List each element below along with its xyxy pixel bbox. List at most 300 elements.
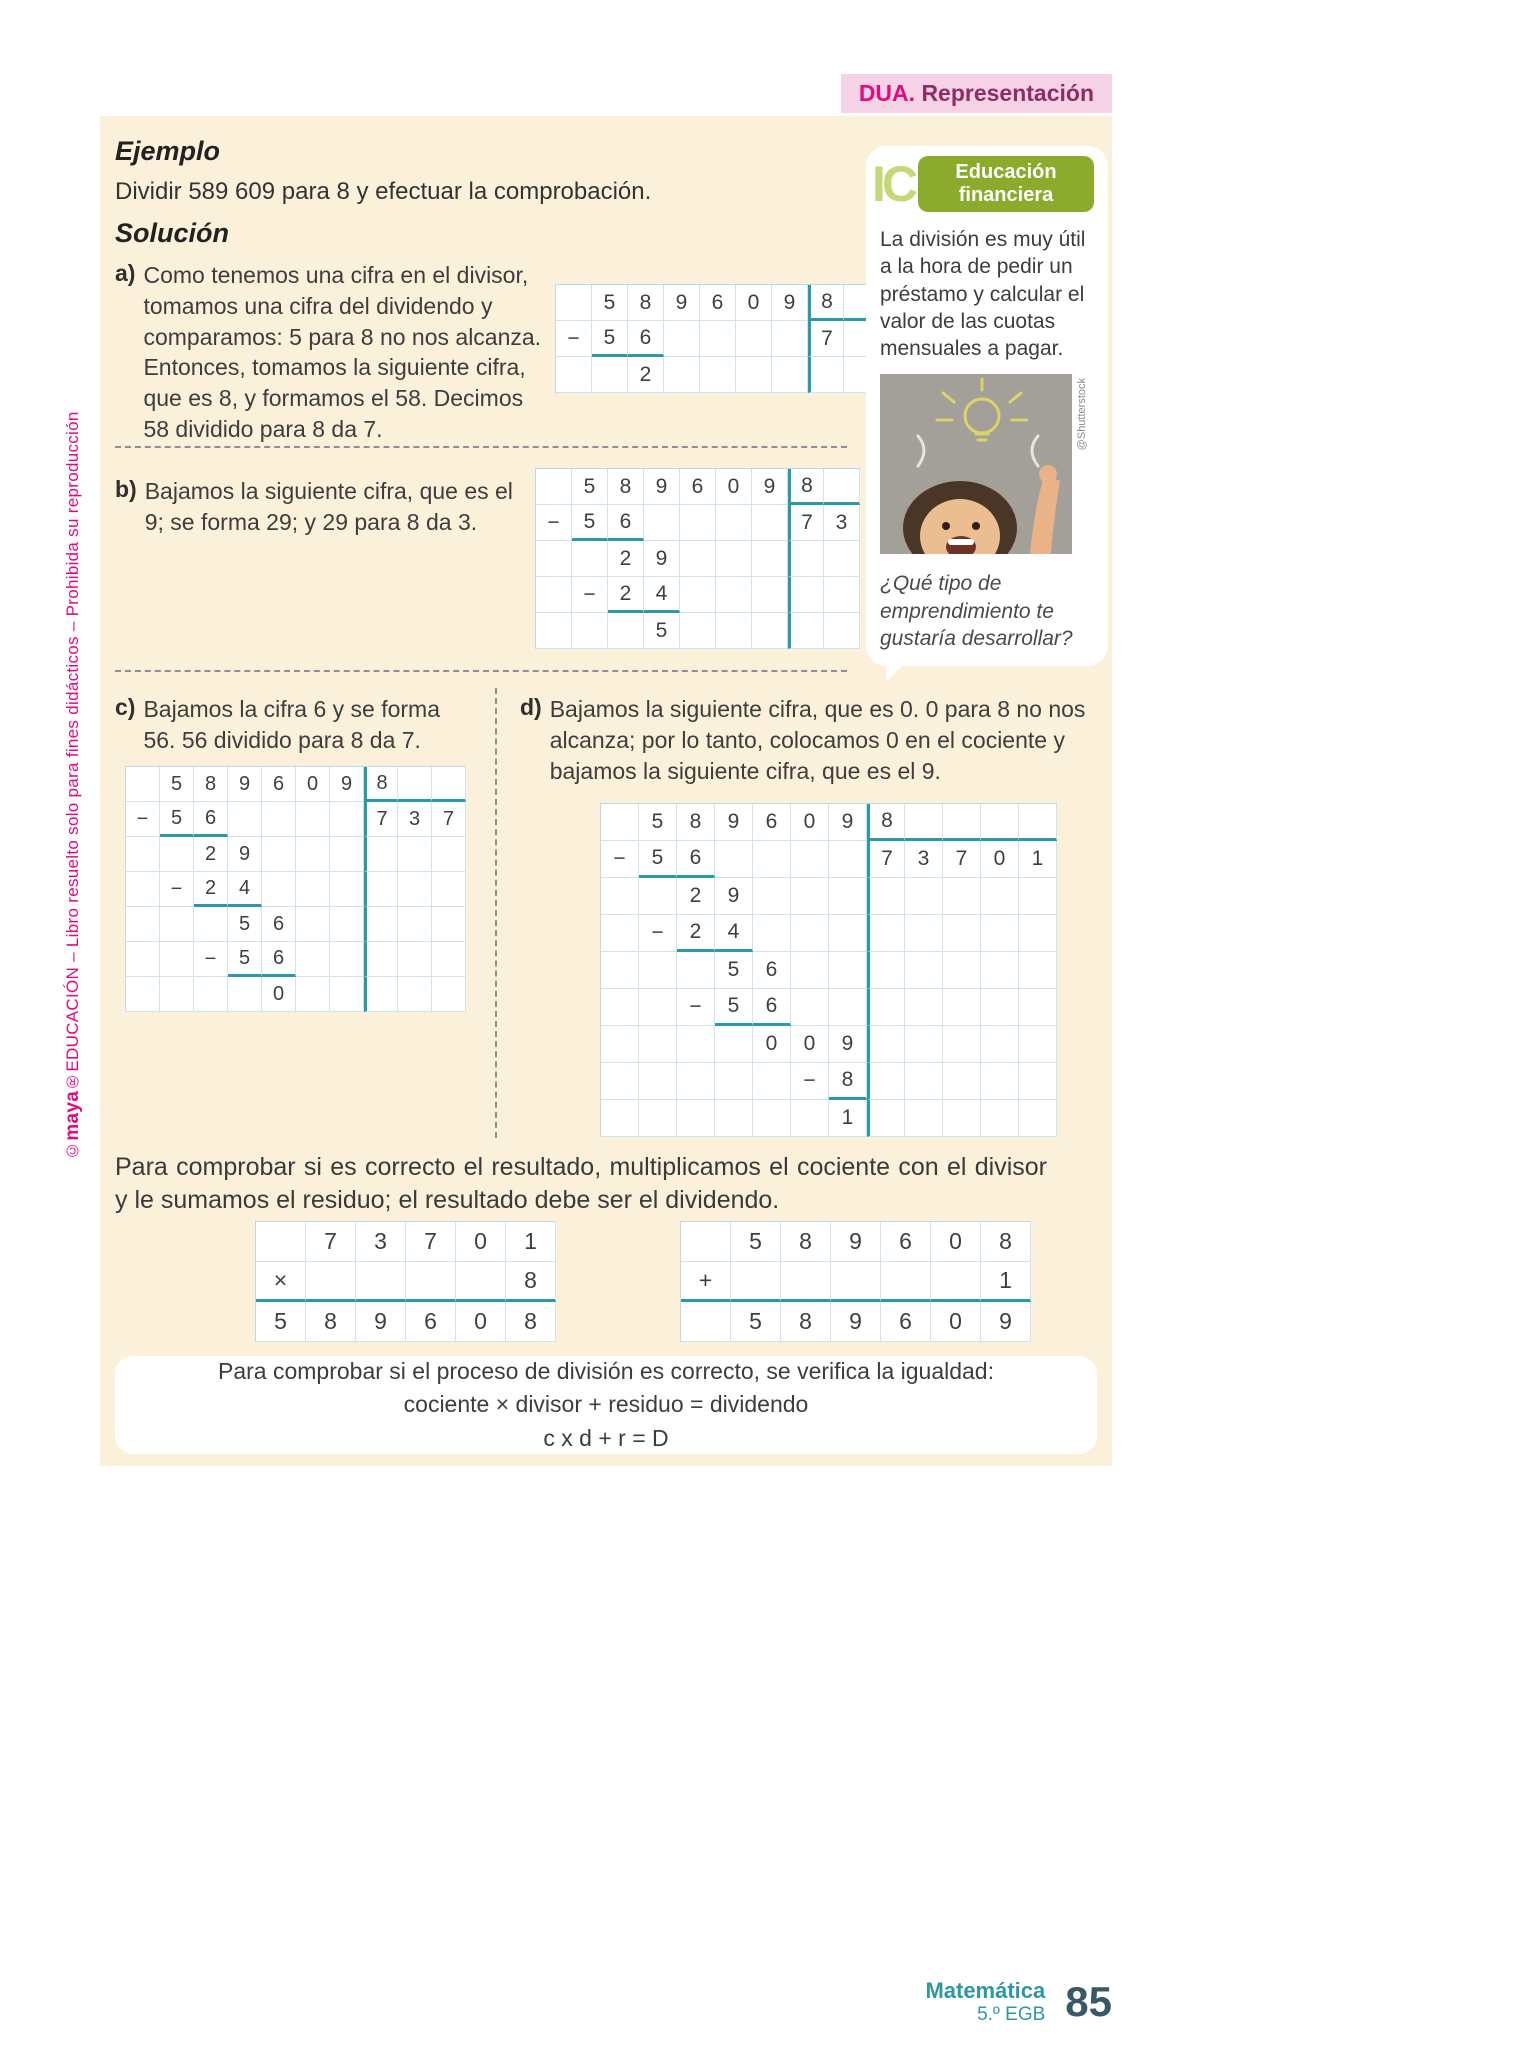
grid-cell	[829, 915, 867, 952]
grid-cell	[808, 357, 844, 393]
grid-cell: 9	[715, 878, 753, 915]
grid-cell: 4	[715, 915, 753, 952]
grid-cell	[160, 977, 194, 1012]
sidebar-question: ¿Qué tipo de emprendimiento te gustaría desarrollar?	[880, 572, 1073, 651]
grid-cell	[592, 357, 628, 393]
grid-cell: 4	[644, 577, 680, 613]
grid-cell: −	[536, 505, 572, 541]
grid-cell	[126, 872, 160, 907]
grid-row	[556, 357, 880, 393]
grid-row	[601, 1063, 1057, 1100]
grid-cell	[677, 1100, 715, 1137]
grid-cell: 5	[639, 804, 677, 841]
grid-cell	[731, 1262, 781, 1302]
grid-cell: 9	[829, 1026, 867, 1063]
grid-cell: 8	[867, 804, 905, 841]
grid-cell: 2	[194, 872, 228, 907]
grid-cell	[736, 321, 772, 357]
grid-cell: ×	[256, 1262, 306, 1302]
grid-cell	[788, 541, 824, 577]
grid-cell	[364, 977, 398, 1012]
grid-row	[601, 841, 1057, 878]
grid-cell: 9	[772, 285, 808, 321]
grid-cell	[943, 915, 981, 952]
grid-cell: −	[126, 802, 160, 837]
grid-cell	[752, 505, 788, 541]
grid-row	[256, 1222, 556, 1262]
grid-cell	[398, 837, 432, 872]
grid-cell: 7	[867, 841, 905, 878]
grid-cell	[716, 613, 752, 649]
speech-bubble-tail	[886, 664, 904, 682]
grid-cell	[262, 872, 296, 907]
grid-cell	[736, 357, 772, 393]
grid-row	[556, 285, 880, 321]
grid-cell: 9	[664, 285, 700, 321]
grid-cell	[639, 989, 677, 1026]
grid-cell: 8	[788, 469, 824, 505]
grid-cell	[364, 872, 398, 907]
grid-row	[126, 872, 466, 907]
grid-cell: 8	[506, 1262, 556, 1302]
grid-row	[681, 1302, 1031, 1342]
grid-cell: 1	[981, 1262, 1031, 1302]
step-b-label: b)	[115, 476, 137, 502]
grid-cell	[1019, 1100, 1057, 1137]
grid-row	[256, 1302, 556, 1342]
grid-row	[601, 1100, 1057, 1137]
grid-cell: 0	[931, 1222, 981, 1262]
grid-cell	[556, 285, 592, 321]
dashed-separator-2	[115, 670, 847, 672]
grid-cell	[791, 989, 829, 1026]
grid-cell	[943, 1026, 981, 1063]
grid-cell	[931, 1262, 981, 1302]
grid-cell	[867, 952, 905, 989]
dua-representation-badge	[841, 74, 1112, 113]
grid-cell: 8	[781, 1302, 831, 1342]
grid-cell	[943, 952, 981, 989]
grid-cell: 1	[506, 1222, 556, 1262]
grid-cell	[700, 357, 736, 393]
grid-cell: −	[601, 841, 639, 878]
grid-cell: 6	[262, 767, 296, 802]
grid-cell	[700, 321, 736, 357]
grid-cell	[829, 878, 867, 915]
grid-cell	[981, 989, 1019, 1026]
grid-row	[126, 942, 466, 977]
grid-cell: 5	[572, 505, 608, 541]
grid-row	[256, 1262, 556, 1302]
grid-cell	[753, 878, 791, 915]
sidebar-paragraph: La división es muy útil a la hora de pedir un préstamo y calcular el valor de las cuotas mensuales a pagar.	[880, 228, 1086, 361]
step-d	[520, 694, 1095, 786]
grid-cell: 0	[791, 804, 829, 841]
grid-cell	[639, 1063, 677, 1100]
grid-cell: 7	[406, 1222, 456, 1262]
grid-cell: 5	[228, 942, 262, 977]
grid-row	[601, 804, 1057, 841]
grid-cell	[1019, 878, 1057, 915]
grid-cell	[296, 942, 330, 977]
grid-cell	[905, 989, 943, 1026]
division-grid-step-b	[535, 468, 860, 649]
grid-cell	[905, 1063, 943, 1100]
grid-cell	[753, 1100, 791, 1137]
grid-row	[601, 952, 1057, 989]
grid-cell: 3	[356, 1222, 406, 1262]
grid-cell	[905, 804, 943, 841]
grid-cell: 8	[628, 285, 664, 321]
grid-cell	[601, 915, 639, 952]
grid-cell	[867, 878, 905, 915]
grid-cell	[556, 357, 592, 393]
grid-cell	[1019, 1063, 1057, 1100]
verification-rule-box	[115, 1356, 1097, 1454]
grid-cell: 5	[731, 1302, 781, 1342]
grid-cell: 6	[753, 804, 791, 841]
grid-cell	[1019, 915, 1057, 952]
grid-row	[126, 767, 466, 802]
grid-cell	[572, 541, 608, 577]
grid-cell	[715, 1100, 753, 1137]
grid-cell: 6	[262, 907, 296, 942]
grid-cell	[228, 802, 262, 837]
grid-cell	[981, 915, 1019, 952]
grid-cell: 6	[262, 942, 296, 977]
grid-cell	[772, 321, 808, 357]
badge-line-2: financiera	[958, 184, 1054, 206]
grid-cell	[681, 1222, 731, 1262]
grid-cell: 8	[306, 1302, 356, 1342]
grid-cell	[791, 841, 829, 878]
grid-cell	[296, 802, 330, 837]
grid-cell: 0	[753, 1026, 791, 1063]
grid-cell	[296, 977, 330, 1012]
grid-cell	[680, 613, 716, 649]
grid-cell: 4	[228, 872, 262, 907]
grid-cell: 1	[829, 1100, 867, 1137]
grid-cell	[572, 613, 608, 649]
grid-cell	[791, 878, 829, 915]
grid-row	[536, 505, 860, 541]
division-grid-step-a	[555, 284, 880, 393]
grid-cell: 2	[194, 837, 228, 872]
grid-cell	[752, 577, 788, 613]
grid-cell	[677, 1026, 715, 1063]
grid-cell	[829, 841, 867, 878]
grid-cell	[262, 802, 296, 837]
grid-cell: 9	[228, 837, 262, 872]
grid-row	[601, 915, 1057, 952]
grid-cell: 6	[680, 469, 716, 505]
grid-cell	[536, 541, 572, 577]
grid-cell	[398, 942, 432, 977]
grid-cell	[905, 878, 943, 915]
grid-cell	[126, 977, 160, 1012]
grid-cell	[829, 989, 867, 1026]
grid-cell	[644, 505, 680, 541]
grid-cell: 0	[736, 285, 772, 321]
grid-cell	[330, 837, 364, 872]
footer-grade: 5.º EGB	[977, 2004, 1046, 2025]
example-statement: Dividir 589 609 para 8 y efectuar la comprobación.	[115, 178, 652, 205]
grid-cell	[752, 541, 788, 577]
grid-cell	[398, 907, 432, 942]
grid-cell	[981, 878, 1019, 915]
grid-cell	[905, 915, 943, 952]
grid-cell	[943, 878, 981, 915]
grid-cell	[664, 357, 700, 393]
educacion-financiera-badge	[918, 156, 1094, 212]
grid-cell: 8	[608, 469, 644, 505]
grid-cell: 3	[398, 802, 432, 837]
grid-cell: −	[160, 872, 194, 907]
solution-heading: Solución	[115, 218, 229, 248]
dashed-separator-1	[115, 446, 847, 448]
grid-cell	[829, 952, 867, 989]
grid-cell: 0	[981, 841, 1019, 878]
grid-cell	[608, 613, 644, 649]
grid-cell	[601, 952, 639, 989]
grid-cell	[680, 505, 716, 541]
dashed-divider-cd	[495, 688, 497, 1138]
step-c-text: Bajamos la cifra 6 y se forma 56. 56 dividido para 8 da 7.	[143, 696, 441, 753]
grid-cell	[905, 1100, 943, 1137]
grid-cell	[1019, 989, 1057, 1026]
grid-cell	[824, 541, 860, 577]
grid-cell: 6	[753, 952, 791, 989]
grid-cell: −	[194, 942, 228, 977]
grid-cell	[126, 942, 160, 977]
grid-cell: 9	[228, 767, 262, 802]
grid-cell: 7	[808, 321, 844, 357]
grid-cell	[772, 357, 808, 393]
grid-cell	[306, 1262, 356, 1302]
grid-cell	[601, 804, 639, 841]
grid-cell	[753, 1063, 791, 1100]
grid-cell	[432, 837, 466, 872]
grid-cell	[256, 1222, 306, 1262]
grid-cell	[981, 1063, 1019, 1100]
grid-cell	[330, 942, 364, 977]
grid-cell	[406, 1262, 456, 1302]
grid-cell: −	[556, 321, 592, 357]
grid-row	[681, 1262, 1031, 1302]
grid-cell	[126, 907, 160, 942]
step-c-label: c)	[115, 694, 136, 720]
grid-cell: −	[677, 989, 715, 1026]
grid-cell	[126, 767, 160, 802]
grid-row	[536, 469, 860, 505]
grid-cell	[194, 907, 228, 942]
page-number: 85	[1065, 1978, 1112, 2025]
grid-cell	[981, 952, 1019, 989]
grid-cell	[536, 577, 572, 613]
grid-cell	[601, 1063, 639, 1100]
grid-cell	[680, 541, 716, 577]
grid-cell	[824, 469, 860, 505]
grid-cell	[330, 802, 364, 837]
grid-cell: 8	[677, 804, 715, 841]
grid-cell	[330, 977, 364, 1012]
multiplication-check-grid	[255, 1221, 556, 1342]
grid-cell	[716, 577, 752, 613]
grid-cell: 2	[608, 577, 644, 613]
grid-cell: 0	[296, 767, 330, 802]
grid-cell: 9	[752, 469, 788, 505]
grid-cell: 5	[644, 613, 680, 649]
grid-cell	[364, 837, 398, 872]
grid-cell	[262, 837, 296, 872]
maya-logo-text: maya	[62, 1090, 83, 1141]
grid-cell: 0	[456, 1222, 506, 1262]
grid-cell: 6	[628, 321, 664, 357]
financial-education-sidebar	[866, 146, 1108, 666]
grid-cell	[791, 952, 829, 989]
footer-subject: Matemática	[925, 1978, 1046, 2003]
grid-cell	[943, 1063, 981, 1100]
grid-cell: 5	[572, 469, 608, 505]
example-heading: Ejemplo	[115, 136, 221, 166]
grid-cell	[398, 767, 432, 802]
grid-cell: 9	[715, 804, 753, 841]
grid-row	[126, 907, 466, 942]
grid-cell	[753, 841, 791, 878]
grid-cell	[788, 577, 824, 613]
grid-cell	[160, 837, 194, 872]
grid-cell	[867, 1063, 905, 1100]
rule-line-2: cociente × divisor + residuo = dividendo	[403, 1391, 809, 1418]
grid-cell	[536, 613, 572, 649]
grid-cell	[981, 1100, 1019, 1137]
grid-cell: 6	[881, 1302, 931, 1342]
grid-cell: 0	[262, 977, 296, 1012]
grid-cell	[432, 767, 466, 802]
grid-cell: 5	[160, 767, 194, 802]
grid-cell: 9	[981, 1302, 1031, 1342]
grid-cell: −	[639, 915, 677, 952]
grid-cell	[943, 989, 981, 1026]
copyright-symbol: ©	[63, 1140, 82, 1160]
grid-row	[536, 541, 860, 577]
grid-cell: 3	[824, 505, 860, 541]
grid-cell	[981, 1026, 1019, 1063]
grid-cell	[867, 915, 905, 952]
grid-cell	[943, 804, 981, 841]
grid-cell: 5	[592, 321, 628, 357]
grid-cell: 9	[644, 541, 680, 577]
grid-cell	[432, 977, 466, 1012]
grid-cell: 5	[160, 802, 194, 837]
grid-cell	[126, 837, 160, 872]
step-b-text: Bajamos la siguiente cifra, que es el 9; se forma 29; y 29 para 8 da 3.	[144, 478, 513, 535]
badge-line-1: Educación	[955, 161, 1057, 183]
grid-cell	[791, 1100, 829, 1137]
grid-cell: 6	[677, 841, 715, 878]
grid-cell: 5	[639, 841, 677, 878]
grid-cell: 9	[829, 804, 867, 841]
grid-cell: 5	[592, 285, 628, 321]
photo-container	[880, 374, 1088, 554]
grid-cell	[398, 977, 432, 1012]
grid-cell	[677, 952, 715, 989]
photo-credit: @Shutterstock	[1076, 378, 1088, 451]
grid-cell	[753, 915, 791, 952]
grid-cell	[536, 469, 572, 505]
grid-cell: 5	[256, 1302, 306, 1342]
division-grid-step-c	[125, 766, 466, 1012]
grid-cell: 6	[608, 505, 644, 541]
grid-cell: 6	[194, 802, 228, 837]
grid-cell	[432, 942, 466, 977]
grid-cell: 2	[677, 915, 715, 952]
copyright-spine	[62, 411, 84, 1160]
grid-cell	[943, 1100, 981, 1137]
grid-cell	[639, 1100, 677, 1137]
grid-cell	[639, 952, 677, 989]
grid-cell: 9	[356, 1302, 406, 1342]
verification-paragraph: Para comprobar si es correcto el resultado, multiplicamos el cociente con el divisor y le sumamos el residuo; el resultado debe ser el dividendo.	[115, 1153, 1047, 1214]
grid-row	[601, 989, 1057, 1026]
grid-row	[601, 878, 1057, 915]
grid-cell: 8	[506, 1302, 556, 1342]
grid-cell: 2	[628, 357, 664, 393]
dua-label: DUA.	[858, 80, 916, 106]
grid-cell	[601, 1100, 639, 1137]
division-grid-step-d	[600, 803, 1057, 1137]
grid-cell	[752, 613, 788, 649]
grid-cell	[981, 804, 1019, 841]
grid-cell: 8	[194, 767, 228, 802]
grid-cell	[1019, 804, 1057, 841]
grid-cell: 9	[831, 1302, 881, 1342]
grid-cell	[824, 577, 860, 613]
grid-cell	[330, 907, 364, 942]
grid-cell: 8	[829, 1063, 867, 1100]
grid-cell: −	[791, 1063, 829, 1100]
footer-subject-block	[925, 1978, 1045, 2026]
grid-cell	[716, 541, 752, 577]
financial-education-photo	[880, 374, 1072, 554]
grid-cell: 7	[306, 1222, 356, 1262]
grid-cell: 5	[715, 989, 753, 1026]
grid-cell: 5	[715, 952, 753, 989]
grid-cell	[296, 837, 330, 872]
grid-row	[126, 802, 466, 837]
ic-logo: IC	[872, 156, 914, 212]
step-a	[115, 260, 547, 445]
grid-cell: 7	[943, 841, 981, 878]
step-d-text: Bajamos la siguiente cifra, que es 0. 0 para 8 no nos alcanza; por lo tanto, colocamos 0 en el cociente y bajamos la siguiente cifra, que es el 9.	[549, 696, 1086, 784]
grid-cell	[432, 872, 466, 907]
grid-row	[601, 1026, 1057, 1063]
grid-cell	[639, 878, 677, 915]
grid-cell	[601, 1026, 639, 1063]
grid-cell	[905, 952, 943, 989]
grid-cell	[601, 878, 639, 915]
step-d-label: d)	[520, 694, 542, 720]
grid-cell	[905, 1026, 943, 1063]
grid-cell: 9	[644, 469, 680, 505]
grid-cell: 6	[700, 285, 736, 321]
grid-cell: 6	[753, 989, 791, 1026]
grid-cell	[601, 989, 639, 1026]
grid-cell: 3	[905, 841, 943, 878]
grid-cell	[194, 977, 228, 1012]
grid-cell	[639, 1026, 677, 1063]
grid-cell: 0	[931, 1302, 981, 1342]
